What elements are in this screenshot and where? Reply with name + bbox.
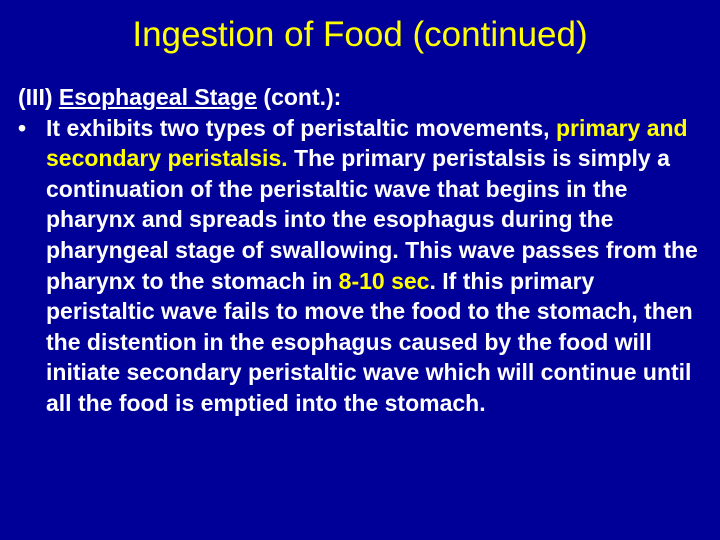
slide-title: Ingestion of Food (continued) [132, 15, 588, 54]
slide-body [18, 82, 708, 419]
highlight-duration: 8-10 sec [338, 267, 430, 294]
bullet-icon: • [18, 114, 27, 141]
bullet-text-3: . If this primary peristaltic wave fails to move the food to the stomach, then the distention in the esophagus caused by the food will initiate secondary peristaltic wave which will continue until all the food is emptied into the stomach. [46, 267, 693, 416]
bullet-item [18, 113, 708, 419]
section-numeral: (III) [18, 84, 59, 110]
bullet-text-1: It exhibits two types of peristaltic movements, [46, 114, 556, 141]
bullet-text-2: The primary peristalsis is simply a continuation of the peristaltic wave that begins in the pharynx and spreads into the esophagus during the pharyngeal stage of swallowing. This wave passes from the pharynx to the stomach in [46, 145, 698, 294]
highlight-peristalsis-types: primary and secondary peristalsis. [46, 114, 688, 172]
section-heading [18, 82, 708, 113]
section-name: Esophageal Stage [58, 84, 258, 110]
section-suffix: (cont.): [257, 84, 342, 110]
